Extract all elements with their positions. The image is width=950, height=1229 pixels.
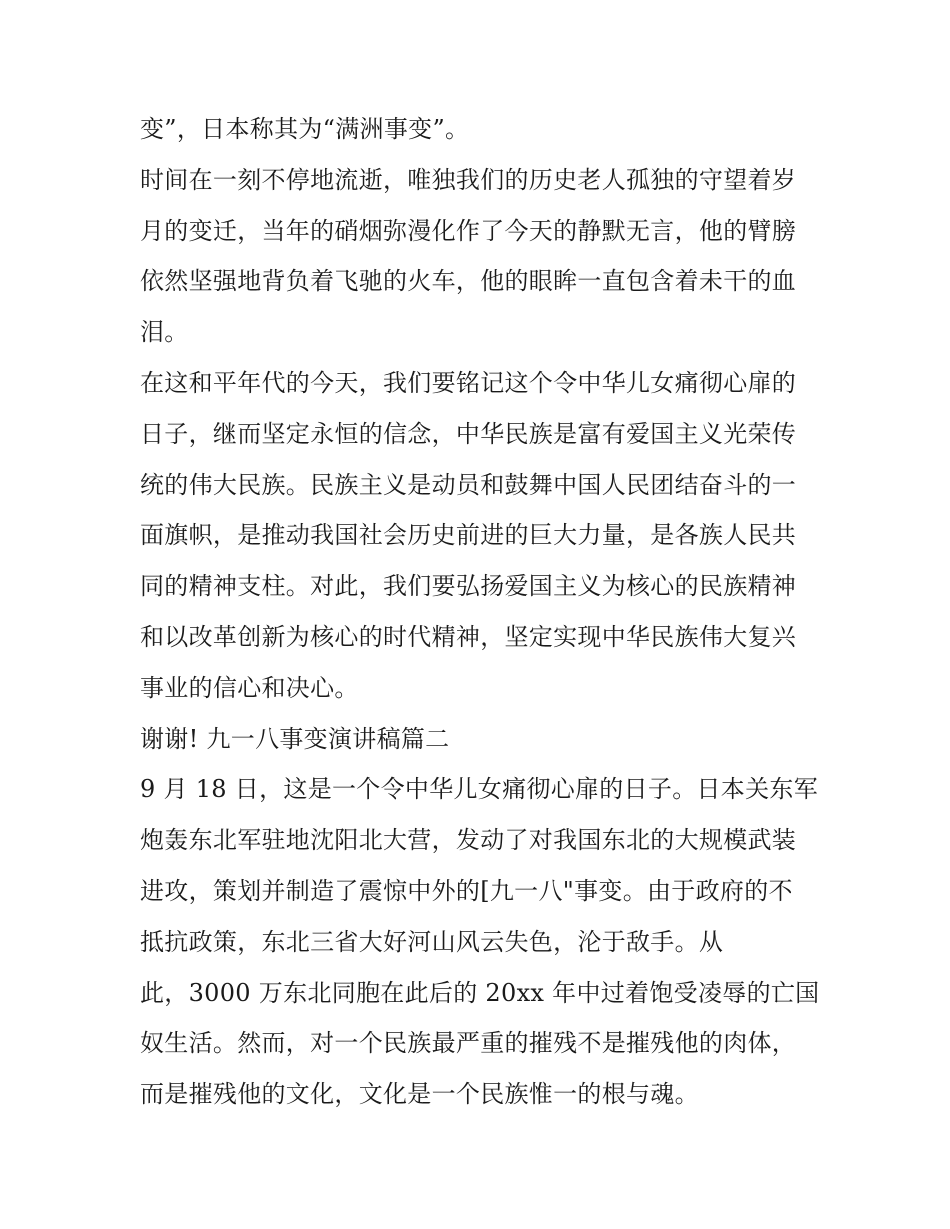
- text-line: 9 月 18 日，这是一个令中华儿女痛彻心扉的日子。日本关东军: [140, 775, 818, 804]
- text-line: 依然坚强地背负着飞驰的火车，他的眼眸一直包含着未干的血: [140, 267, 797, 296]
- document-body: [140, 104, 820, 1120]
- text-line: 和以改革创新为核心的时代精神，坚定实现中华民族伟大复兴: [140, 622, 797, 651]
- text-line: 事业的信心和决心。: [140, 673, 359, 702]
- text-line: 统的伟大民族。民族主义是动员和鼓舞中国人民团结奋斗的一: [140, 470, 797, 499]
- text-line: 抵抗政策，东北三省大好河山风云失色，沦于敌手。从: [140, 927, 724, 956]
- text-line: 变”，日本称其为“满洲事变”。: [140, 115, 470, 143]
- text-line: 炮轰东北军驻地沈阳北大营，发动了对我国东北的大规模武装: [140, 826, 797, 855]
- text-line: 进攻，策划并制造了震惊中外的[九一八"事变。由于政府的不: [140, 876, 793, 905]
- section-heading: 谢谢! 九一八事变演讲稿篇二: [140, 724, 450, 753]
- text-line: 时间在一刻不停地流逝，唯独我们的历史老人孤独的守望着岁: [140, 165, 797, 194]
- text-line: 泪。: [140, 318, 189, 347]
- text-line: 在这和平年代的今天，我们要铭记这个令中华儿女痛彻心扉的: [140, 368, 797, 397]
- text-line: 此，3000 万东北同胞在此后的 20xx 年中过着饱受凌辱的亡国: [140, 978, 820, 1007]
- text-line: 而是摧残他的文化，文化是一个民族惟一的根与魂。: [140, 1080, 699, 1109]
- text-line: 同的精神支柱。对此，我们要弘扬爱国主义为核心的民族精神: [140, 572, 797, 601]
- text-line: 日子，继而坚定永恒的信念，中华民族是富有爱国主义光荣传: [140, 419, 797, 448]
- text-line: 月的变迁，当年的硝烟弥漫化作了今天的静默无言，他的臂膀: [140, 216, 797, 245]
- text-line: 奴生活。然而，对一个民族最严重的摧残不是摧残他的肉体，: [140, 1029, 797, 1058]
- text-line: 面旗帜，是推动我国社会历史前进的巨大力量，是各族人民共: [140, 521, 797, 550]
